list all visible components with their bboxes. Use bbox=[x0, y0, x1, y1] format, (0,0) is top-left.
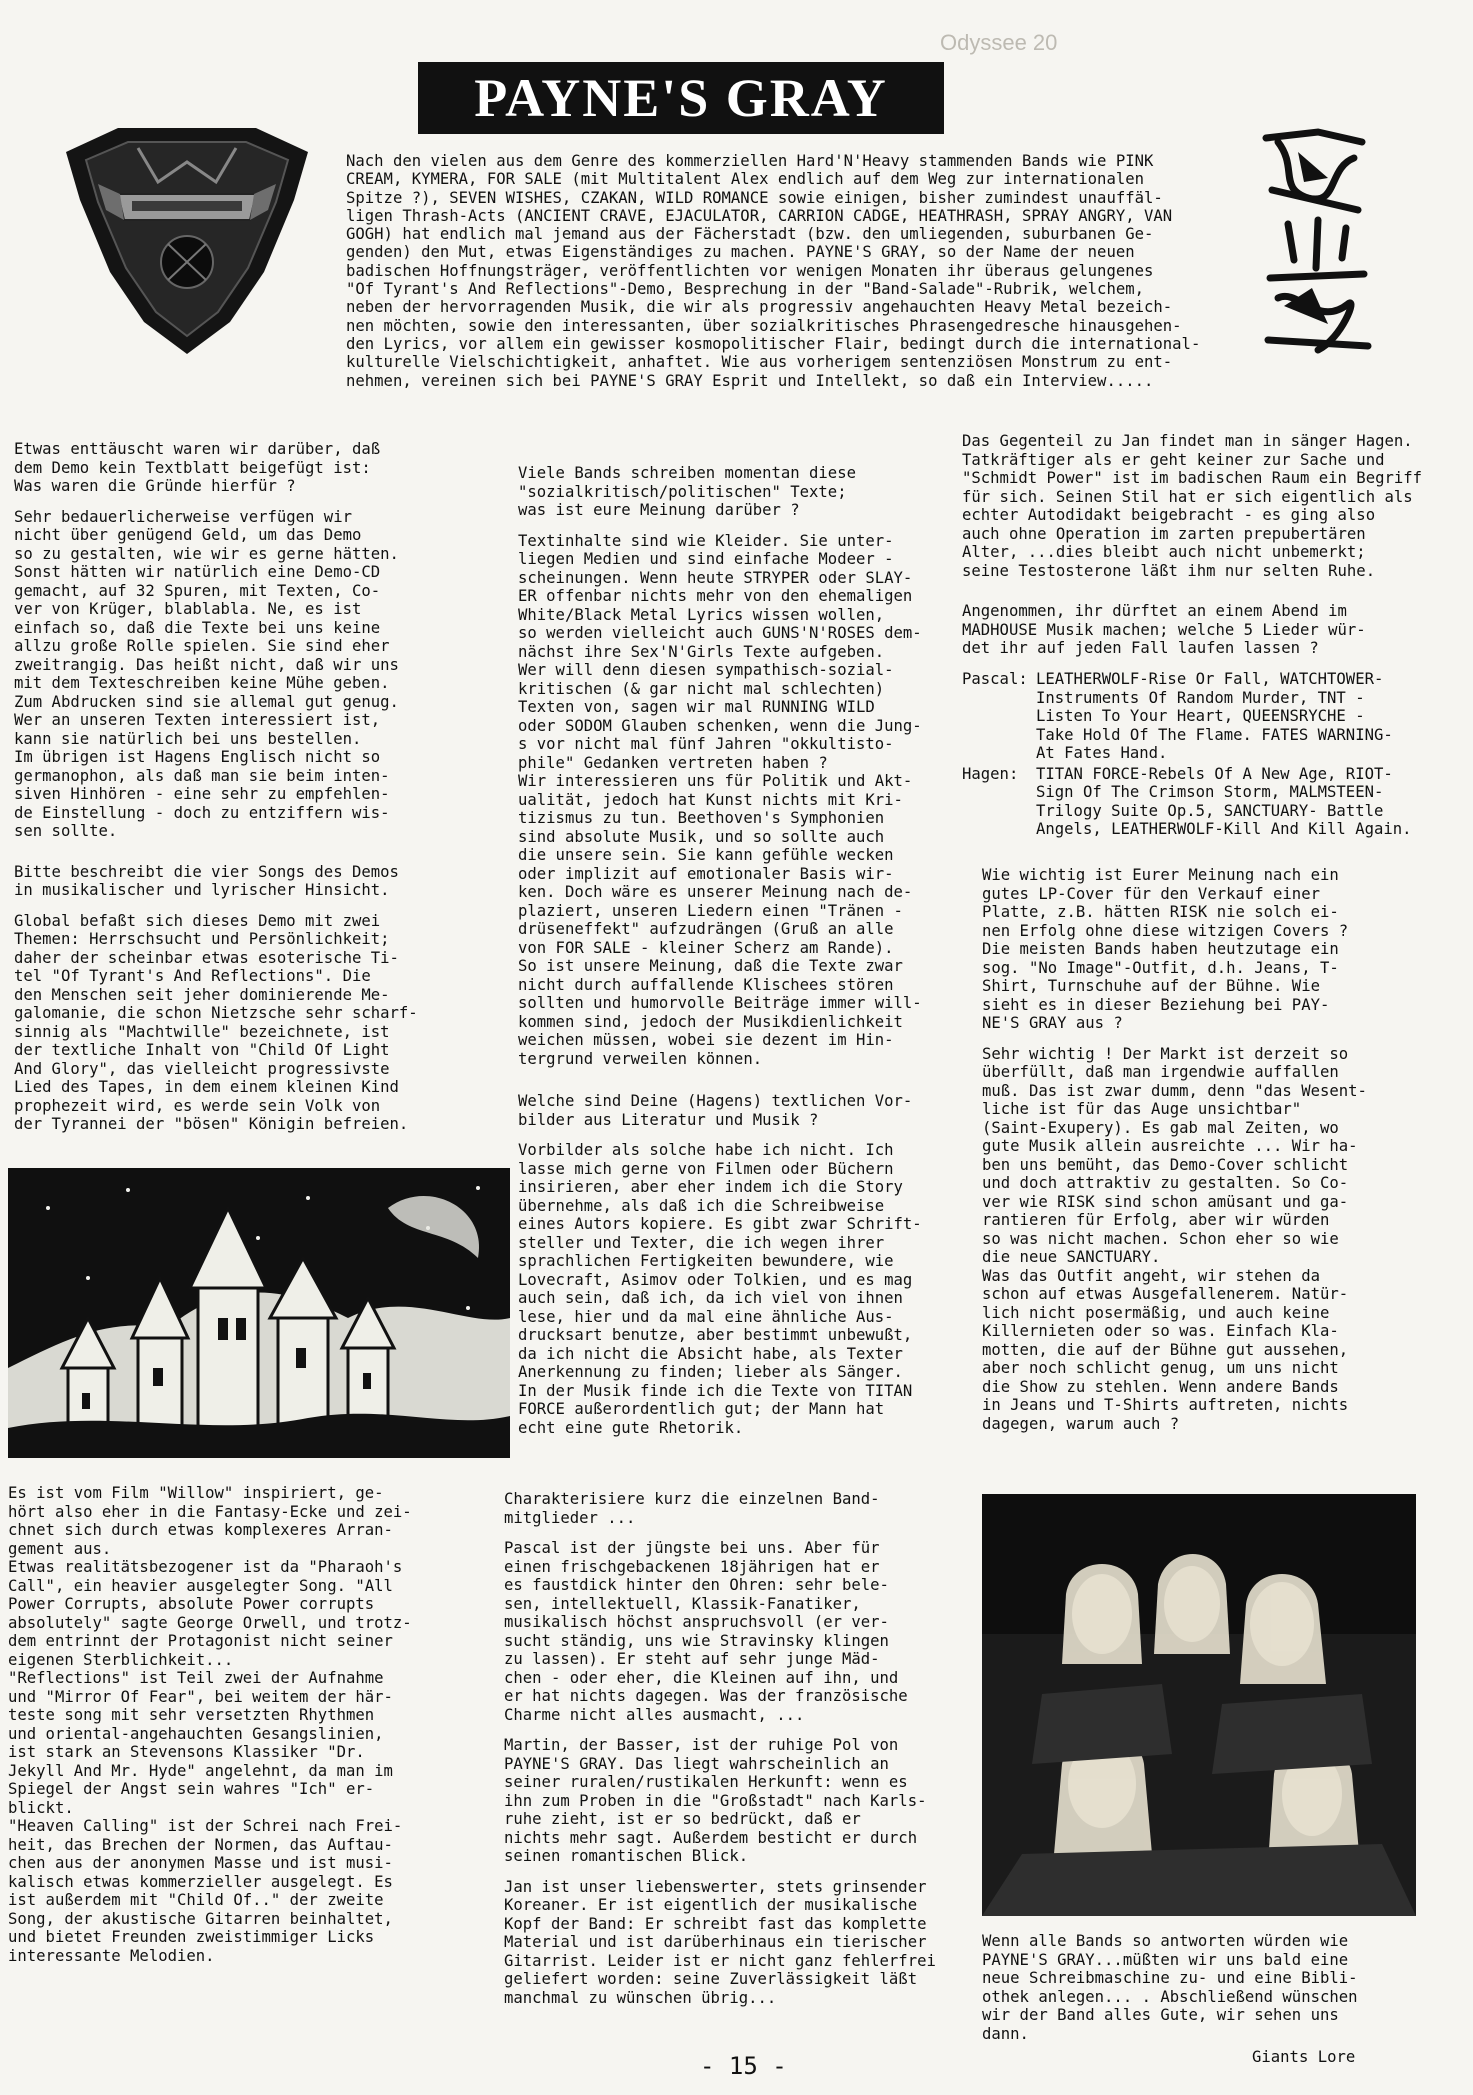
paragraph: Pascal ist der jüngste bei uns. Aber für einen frischgebackenen 18jährigen hat er es faustdick hinter den Ohren: sehr bele- sen, intellektuell, Klassik-Fanatiker, musikalisch höchst anspruchsvoll (er ver- sucht ständig, uns wie Stravinsky klingen zu lassen). Er steht auf sehr junge Mäd- chen - oder eher, die Kleinen auf ihn, und er hat nichts dagegen. Was der französische Charme nicht alles ausmacht, ... bbox=[504, 1539, 908, 1724]
paragraph: Jan ist unser liebenswerter, stets grinsender Koreaner. Er ist eigentlich der musikalische Kopf der Band: Er schreibt fast das komplette Material und ist darüberhinaus ein tierischer Gitarrist. Leider ist er nicht ganz fehlerfrei geliefert worden: seine Zuverlässigkeit läßt manchmal zu wünschen übrig... bbox=[504, 1877, 936, 2007]
paragraph: Sehr bedauerlicherweise verfügen wir nicht über genügend Geld, um das Demo so zu gestalten, wie wir es gerne hätten. Sonst hätten wir natürlich eine Demo-CD gemacht, auf 32 Spuren, mit Texten, Co- ver von Krüger, blablabla. Ne, es ist einfach so, daß die Texte bei uns keine allzu große Rolle spielen. Sie sind eher zweitrangig. Das heißt nicht, daß wir uns mit dem Texteschreiben keine Mühe geben. Zum Abdrucken sind sie allemal gut genug. Wer an unseren Texten interessiert ist, kann sie natürlich bei uns bestellen. Im übrigen ist Hagens Englisch nicht so germanophon, als daß man sie beim inten- siven Hinhören - eine sehr zu empfehlen- de Einstellung - doch zu entziffern wis- sen sollte. bbox=[14, 507, 399, 840]
playlist-songs: LEATHERWOLF-Rise Or Fall, WATCHTOWER- Instruments Of Random Murder, TNT - Listen To Your Heart, QUEENSRYCHE - Take Hold Of The Flame. FATES WARNING- At Fates Hand. bbox=[1036, 670, 1393, 762]
closing-paragraph bbox=[982, 1932, 1358, 2055]
band-signature-logo bbox=[1258, 128, 1378, 358]
playlist bbox=[962, 670, 1412, 841]
demo-cover-illustration bbox=[8, 1168, 510, 1458]
paragraph: Es ist vom Film "Willow" inspiriert, ge- hört also eher in die Fantasy-Ecke und zei- chnet sich durch etwas komplexeres Arran- gement aus. Etwas realitätsbezogener ist da "Pharaoh's Call", ein heavier ausgelegter Song. "All Power Corrupts, absolute Power corrupts absolutely" sagte George Orwell, und trotz- dem entrinnt der Protagonist nicht seiner eigenen Sterblichkeit... "Reflections" ist Teil zwei der Aufnahme und "Mirror Of Fear", bei weitem der här- teste song mit sehr versetzten Rhythmen und oriental-angehauchten Gesangslinien, ist stark an Stevensons Klassiker "Dr. Jekyll And Mr. Hyde" angelehnt, da man im Spiegel der Angst sein wahres "Ich" er- blickt. "Heaven Calling" ist der Schrei nach Frei- heit, das Brechen der Normen, das Auftau- chen aus der anonymen Masse und ist musi- kalisch etwas kommerzieller ausgelegt. Es ist außerdem mit "Child Of.." der zweite Song, der akustische Gitarren beinhaltet, und bietet Freunden zweistimmiger Licks interessante Melodien. bbox=[8, 1484, 412, 1965]
paragraph: Vorbilder als solche habe ich nicht. Ich lasse mich gerne von Filmen oder Büchern insirieren, aber eher indem ich die Story übernehme, als daß ich die Schreibweise eines Autors kopiere. Es gibt zwar Schrift- steller und Texter, die ich wegen ihrer sprachlichen Fertigkeiten bewundere, wie Lovecraft, Asimov oder Tolkien, und es mag auch sein, daß ich, da ich viel von ihnen lese, hier und da mal eine ähnliche Aus- drucksart benutze, aber bestimmt unbewußt, da ich nicht die Absicht habe, als Texter Anerkennung zu finden; lieber als Sänger. In der Musik finde ich die Texte von TITAN FORCE außerordentlich gut; der Mann hat echt eine gute Rhetorik. bbox=[518, 1141, 922, 1437]
bleed-through-text: Odyssee 20 bbox=[940, 30, 1058, 55]
column-3-top bbox=[962, 432, 1422, 668]
playlist-entry bbox=[962, 670, 1412, 763]
paragraph: Global befaßt sich dieses Demo mit zwei Themen: Herrschsucht und Persönlichkeit; daher der scheinbar etwas esoterische Ti- tel "Of Tyrant's And Reflections". Die den Menschen seit jeher dominierende Me- galomanie, die schon Nietzsche sehr scharf- sinnig als "Machtwille" bezeichnete, ist der textliche Inhalt von "Child Of Light And Glory", das vielleicht progressivste Lied des Tapes, in dem einem kleinen Kind prophezeit wird, es werde sein Volk von der Tyrannei der "bösen" Königin befreien. bbox=[14, 911, 418, 1133]
paragraph: Angenommen, ihr dürftet an einem Abend im MADHOUSE Musik machen; welche 5 Lieder wür- det ihr auf jeden Fall laufen lassen ? bbox=[962, 602, 1366, 657]
band-crest-logo bbox=[58, 122, 316, 360]
paragraph: Charakterisiere kurz die einzelnen Band- mitglieder ... bbox=[504, 1490, 880, 1527]
paragraph: Das Gegenteil zu Jan findet man in sänger Hagen. Tatkräftiger als er geht keiner zur Sache und "Schmidt Power" ist im badischen Raum ein Begriff für sich. Seinen Stil hat er sich eigentlich als echter Autodidakt beigebracht - es ging also auch ohne Operation im zarten prepubertären Alter, ...dies bleibt auch nicht unbemerkt; seine Testosterone läßt ihm nur selten Ruhe. bbox=[962, 432, 1423, 580]
column-2-top bbox=[518, 464, 922, 1449]
paragraph: Textinhalte sind wie Kleider. Sie unter- liegen Medien und sind einfache Modeer - scheinungen. Wenn heute STRYPER oder SLAY- ER offenbar nichts mehr von den ehemaligen White/Black Metal Lyrics wissen wollen, so werden vielleicht auch GUNS'N'ROSES dem- nächst ihre Sex'N'Girls Texte aufgeben. Wer will denn diesen sympathisch-sozial- kritischen (& gar nicht mal schlechten) Texten von, sagen wir mal RUNNING WILD oder SODOM Glauben schenken, wenn die Jung- s vor nicht mal fünf Jahren "okkultisto- phile" Gedanken vertreten haben ? Wir interessieren uns für Politik und Akt- ualität, jedoch hat Kunst nichts mit Kri- tizismus zu tun. Beethoven's Symphonien sind absolute Musik, und so sollte auch die unsere sein. Sie kann gefühle wecken oder implizit auf emotionaler Basis wir- ken. Doch wäre es unserer Meinung nach de- plaziert, unseren Liedern einen "Tränen - drüseneffekt" aufzudrängen (Gruß an alle von FOR SALE - kleiner Scherz am Rande). So ist unsere Meinung, daß die Texte zwar nicht durch auffallende Klischees stören sollten und humorvolle Beiträge immer will- kommen sind, jedoch der Musikdienlichkeit weichen müssen, wobei sie dezent im Hin- tergrund verweilen können. bbox=[518, 531, 922, 1068]
playlist-entry bbox=[962, 765, 1412, 839]
column-3-middle bbox=[982, 866, 1367, 1445]
page-number: - 15 - bbox=[700, 2052, 787, 2080]
column-1-bottom bbox=[8, 1484, 412, 1977]
paragraph: Viele Bands schreiben momentan diese "sozialkritisch/politischen" Texte; was ist eure Meinung darüber ? bbox=[518, 464, 856, 519]
paragraph: Martin, der Basser, ist der ruhige Pol von PAYNE'S GRAY. Das liegt wahrscheinlich an seiner ruralen/rustikalen Herkunft: wenn es ihn zum Proben in die "Großstadt" nach Karls- ruhe zieht, ist er so bedrückt, daß er nichts mehr sagt. Außerdem besticht er durch seinen romantischen Blick. bbox=[504, 1736, 927, 1865]
paragraph: Wenn alle Bands so antworten würden wie PAYNE'S GRAY...müßten wir uns bald eine neue Schreibmaschine zu- und eine Bibli- othek anlegen... . Abschließend wünschen wir der Band alles Gute, wir sehen uns dann. bbox=[982, 1932, 1358, 2043]
paragraph: Etwas enttäuscht waren wir darüber, daß dem Demo kein Textblatt beigefügt ist: Was waren die Gründe hierfür ? bbox=[14, 440, 381, 495]
paragraph: Bitte beschreibt die vier Songs des Demos in musikalischer und lyrischer Hinsicht. bbox=[14, 862, 399, 899]
column-2-bottom bbox=[504, 1490, 936, 2019]
paragraph: Wie wichtig ist Eurer Meinung nach ein gutes LP-Cover für den Verkauf einer Platte, z.B. hätten RISK nie solch ei- nen Erfolg ohne diese witzigen Covers ? Die meisten Bands haben heutzutage ein sog. "No Image"-Outfit, d.h. Jeans, T- Shirt, Turnschuhe auf der Bühne. Wie sieht es in dieser Beziehung bei PAY- NE'S GRAY aus ? bbox=[982, 866, 1349, 1032]
intro-paragraph: Nach den vielen aus dem Genre des kommerziellen Hard'N'Heavy stammenden Bands wie PINK CREAM, KYMERA, FOR SALE (mit Multitalent Alex endlich auf dem Weg zur internationalen Spitze ?), SEVEN WISHES, CZAKAN, WILD ROMANCE sowie einigen, bisher zumindest unauffäl- ligen Thrash-Acts (ANCIENT CRAVE, EJACULATOR, CARRION CADGE, HEATHRASH, SPRAY ANGRY, VAN GOGH) hat endlich mal jemand aus der Fächerstadt (bzw. den umliegenden, suburbanen Ge- genden) den Mut, etwas Eigenständiges zu machen. PAYNE'S GRAY, so der Name der neuen badischen Hoffnungsträger, veröffentlichten vor wenigen Monaten ihr überaus gelungenes "Of Tyrant's And Reflections"-Demo, Besprechung in der "Band-Salade"-Rubrik, welchem, neben der hervorragenden Musik, die wir als progressiv angehauchten Heavy Metal bezeich- nen möchten, sowie den interessanten, über sozialkritisches Phrasengedresche hinausgehen- den Lyrics, vor allem ein gewisser kosmopolitischer Flair, bedingt durch die international- kulturelle Vielschichtigkeit, anhaftet. Wie aus vorherigem sentenziösen Monstrum zu ent- nehmen, vereinen sich bei PAYNE'S GRAY Esprit und Intellekt, so daß ein Interview..... bbox=[346, 152, 1201, 390]
paragraph: Sehr wichtig ! Der Markt ist derzeit so überfüllt, daß man irgendwie auffallen muß. Das ist zwar dumm, denn "das Wesent- liche ist für das Auge unsichtbar" (Saint-Exupery). Es gab mal Zeiten, wo gute Musik allein ausreichte ... Wir ha- ben uns bemüht, das Demo-Cover schlicht und doch attraktiv zu gestalten. So Co- ver wie RISK sind schon amüsant und ga- rantieren für Erfolg, aber wir würden so was nicht machen. Schon eher so wie die neue SANCTUARY. Was das Outfit angeht, wir stehen da schon auf etwas Ausgefallenerem. Natür- lich nicht posermäßig, und auch keine Killernieten oder so was. Einfach Kla- motten, die auf der Bühne gut aussehen, aber noch schlicht genug, um uns nicht die Show zu stehlen. Wenn andere Bands in Jeans und T-Shirts auftreten, nichts dagegen, warum auch ? bbox=[982, 1044, 1367, 1433]
column-1-top bbox=[14, 440, 418, 1146]
author-credit: Giants Lore bbox=[1252, 2048, 1356, 2066]
playlist-songs: TITAN FORCE-Rebels Of A New Age, RIOT- Sign Of The Crimson Storm, MALMSTEEN- Trilogy Suite Op.5, SANCTUARY- Battle Angels, LEATHERWOLF-Kill And Kill Again. bbox=[1036, 764, 1412, 838]
paragraph: Welche sind Deine (Hagens) textlichen Vor- bilder aus Literatur und Musik ? bbox=[518, 1092, 913, 1129]
band-photo bbox=[982, 1494, 1416, 1916]
playlist-member: Pascal: bbox=[962, 670, 1028, 688]
playlist-member: Hagen: bbox=[962, 764, 1019, 783]
article-title: PAYNE'S GRAY bbox=[418, 62, 944, 134]
